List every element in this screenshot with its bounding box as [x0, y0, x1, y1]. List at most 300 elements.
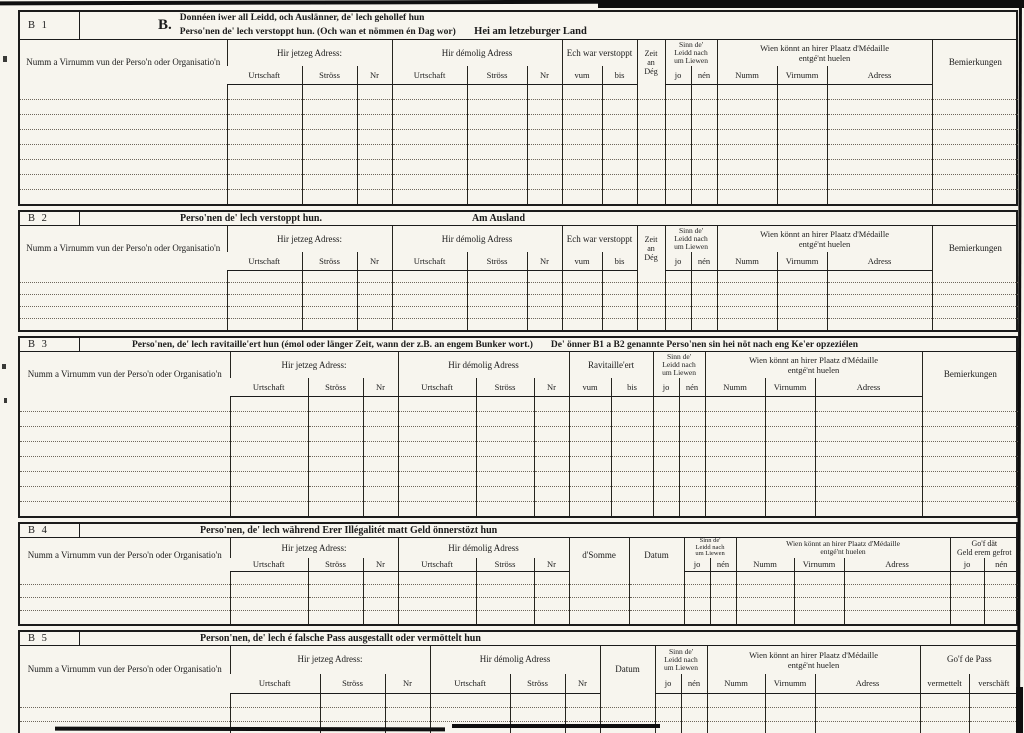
entry-cell	[717, 144, 777, 159]
entry-cell	[562, 174, 602, 189]
entry-cell	[600, 694, 655, 708]
entry-cell	[707, 708, 765, 722]
sub-numm: Numm	[717, 252, 777, 270]
entry-cell	[20, 114, 227, 129]
entry-cell	[308, 456, 363, 471]
col-current-address: Hir jetzeg Adress:	[230, 352, 398, 378]
entry-cell	[392, 114, 467, 129]
b5-table	[20, 646, 1018, 733]
sub-numm: Numm	[707, 674, 765, 694]
entry-cell	[691, 282, 717, 294]
entry-cell	[637, 84, 665, 99]
entry-cell	[665, 144, 691, 159]
b4-title: Perso'nen, de' lech während Erer Illégalitét matt Geld önnerstözt hun	[200, 525, 498, 536]
entry-cell	[302, 294, 357, 306]
entry-cell	[844, 585, 950, 598]
entry-cell	[363, 441, 398, 456]
b1-titlebar	[20, 12, 1016, 40]
table-row	[20, 426, 1018, 441]
entry-cell	[950, 598, 984, 611]
b4-table	[20, 538, 1018, 624]
entry-cell	[392, 282, 467, 294]
table-row	[20, 129, 1018, 144]
sub-jo: jo	[665, 252, 691, 270]
sub-nr: Nr	[363, 378, 398, 396]
form-body	[18, 10, 1018, 733]
entry-cell	[932, 306, 1018, 318]
entry-cell	[20, 159, 227, 174]
entry-cell	[665, 306, 691, 318]
entry-cell	[227, 189, 302, 204]
entry-cell	[602, 129, 637, 144]
entry-cell	[467, 189, 527, 204]
b1-title-line1: Donnéen iwer all Leidd, och Auslänner, de' lech gehollef hun	[179, 12, 425, 23]
sub-urtschaft: Urtschaft	[227, 66, 302, 84]
b3-section-id: B 3	[20, 338, 80, 351]
entry-cell	[736, 572, 794, 585]
entry-cell	[476, 598, 534, 611]
col-still-alive: Sinn de' Leidd nach um Liewen	[665, 40, 717, 66]
entry-cell	[363, 411, 398, 426]
sub-virnumm: Virnumm	[794, 558, 844, 572]
entry-cell	[665, 159, 691, 174]
entry-cell	[302, 114, 357, 129]
scan-edge-top-right	[598, 1, 1024, 8]
entry-cell	[717, 306, 777, 318]
entry-cell	[827, 99, 932, 114]
col-date: Datum	[600, 646, 655, 694]
entry-cell	[602, 159, 637, 174]
table-row	[20, 159, 1018, 174]
entry-cell	[827, 144, 932, 159]
sub-nr: Nr	[534, 378, 569, 396]
entry-cell	[765, 722, 815, 733]
sub-nen: nén	[679, 378, 705, 396]
scan-edge-bottom-mid	[452, 724, 660, 728]
entry-cell	[302, 144, 357, 159]
entry-cell	[392, 270, 467, 282]
entry-cell	[569, 456, 611, 471]
entry-cell	[691, 270, 717, 282]
entry-cell	[392, 84, 467, 99]
table-row	[20, 441, 1018, 456]
entry-cell	[476, 471, 534, 486]
table-row	[20, 456, 1018, 471]
entry-cell	[320, 694, 385, 708]
entry-cell	[308, 572, 363, 585]
sub-adress: Adress	[815, 674, 920, 694]
entry-cell	[527, 318, 562, 330]
sub-nr: Nr	[565, 674, 600, 694]
entry-cell	[984, 585, 1018, 598]
entry-cell	[562, 282, 602, 294]
entry-cell	[363, 585, 398, 598]
entry-cell	[922, 426, 1018, 441]
sub-stross: Ströss	[302, 252, 357, 270]
entry-cell	[534, 411, 569, 426]
entry-cell	[569, 486, 611, 501]
entry-cell	[765, 708, 815, 722]
sub-urtschaft: Urtschaft	[227, 252, 302, 270]
col-hidden-period: Ech war verstoppt	[562, 226, 637, 252]
entry-cell	[777, 189, 827, 204]
entry-cell	[363, 486, 398, 501]
table-row	[20, 411, 1018, 426]
sub-urtschaft: Urtschaft	[430, 674, 510, 694]
sub-jo: jo	[655, 674, 681, 694]
entry-cell	[20, 270, 227, 282]
entry-cell	[684, 572, 710, 585]
entry-cell	[467, 306, 527, 318]
entry-cell	[815, 694, 920, 708]
entry-cell	[637, 294, 665, 306]
entry-cell	[227, 99, 302, 114]
col-date: Datum	[629, 538, 684, 572]
entry-cell	[569, 426, 611, 441]
entry-cell	[655, 694, 681, 708]
entry-cell	[637, 99, 665, 114]
entry-cell	[20, 441, 230, 456]
entry-cell	[357, 84, 392, 99]
entry-cell	[932, 99, 1018, 114]
entry-cell	[20, 486, 230, 501]
entry-cell	[984, 572, 1018, 585]
entry-cell	[527, 294, 562, 306]
entry-cell	[969, 694, 1018, 708]
col-name: Numm a Virnumm vun der Perso'n oder Organisatio'n	[26, 56, 221, 67]
entry-cell	[637, 270, 665, 282]
entry-cell	[777, 294, 827, 306]
entry-cell	[230, 708, 320, 722]
b3-title: Perso'nen, de' lech ravitaille'ert hun (émol oder länger Zeit, wann der z.B. an engem Bunker wort.)	[132, 339, 533, 350]
entry-cell	[308, 396, 363, 411]
entry-cell	[20, 694, 230, 708]
entry-cell	[569, 501, 611, 516]
table-row	[20, 318, 1018, 330]
entry-cell	[629, 585, 684, 598]
col-former-address: Hir démolig Adress	[392, 40, 562, 66]
entry-cell	[527, 270, 562, 282]
entry-cell	[794, 611, 844, 624]
entry-cell	[679, 456, 705, 471]
entry-cell	[363, 426, 398, 441]
entry-cell	[765, 486, 815, 501]
entry-cell	[932, 189, 1018, 204]
entry-cell	[357, 144, 392, 159]
entry-cell	[357, 306, 392, 318]
entry-cell	[562, 84, 602, 99]
entry-cell	[467, 174, 527, 189]
entry-cell	[681, 722, 707, 733]
entry-cell	[950, 611, 984, 624]
section-b5	[18, 630, 1018, 733]
entry-cell	[827, 114, 932, 129]
entry-cell	[777, 306, 827, 318]
entry-cell	[765, 411, 815, 426]
entry-cell	[815, 396, 922, 411]
sub-stross: Ströss	[476, 378, 534, 396]
entry-cell	[230, 598, 308, 611]
entry-cell	[653, 396, 679, 411]
entry-cell	[467, 114, 527, 129]
entry-cell	[398, 598, 476, 611]
entry-cell	[665, 318, 691, 330]
entry-cell	[844, 572, 950, 585]
sub-nen: nén	[681, 674, 707, 694]
entry-cell	[357, 294, 392, 306]
table-row	[20, 99, 1018, 114]
entry-cell	[777, 144, 827, 159]
entry-cell	[363, 501, 398, 516]
entry-cell	[984, 611, 1018, 624]
sub-jo: jo	[665, 66, 691, 84]
entry-cell	[815, 456, 922, 471]
table-row	[20, 708, 1018, 722]
entry-cell	[534, 396, 569, 411]
entry-cell	[679, 501, 705, 516]
entry-cell	[562, 189, 602, 204]
entry-cell	[302, 159, 357, 174]
entry-cell	[665, 294, 691, 306]
sub-urtschaft: Urtschaft	[392, 66, 467, 84]
entry-cell	[527, 129, 562, 144]
entry-cell	[392, 174, 467, 189]
entry-cell	[20, 611, 230, 624]
col-current-address: Hir jetzeg Adress:	[227, 226, 392, 252]
entry-cell	[932, 174, 1018, 189]
entry-cell	[684, 585, 710, 598]
b2-entries	[20, 270, 1018, 330]
entry-cell	[665, 129, 691, 144]
entry-cell	[691, 99, 717, 114]
entry-cell	[230, 441, 308, 456]
section-b1	[18, 10, 1018, 206]
b5-section-id: B 5	[20, 632, 80, 645]
entry-cell	[653, 441, 679, 456]
col-former-address: Hir démolig Adress	[430, 646, 600, 674]
entry-cell	[20, 708, 230, 722]
entry-cell	[679, 396, 705, 411]
entry-cell	[227, 159, 302, 174]
entry-cell	[527, 306, 562, 318]
col-former-address: Hir démolig Adress	[398, 538, 569, 558]
col-hidden-period: Ech war verstoppt	[562, 40, 637, 66]
section-b3	[18, 336, 1018, 518]
table-row	[20, 282, 1018, 294]
entry-cell	[569, 411, 611, 426]
table-row	[20, 306, 1018, 318]
entry-cell	[527, 189, 562, 204]
entry-cell	[20, 129, 227, 144]
entry-cell	[691, 159, 717, 174]
entry-cell	[20, 501, 230, 516]
sub-nr: Nr	[527, 66, 562, 84]
entry-cell	[385, 708, 430, 722]
table-row	[20, 486, 1018, 501]
sub-jo: jo	[684, 558, 710, 572]
entry-cell	[765, 441, 815, 456]
entry-cell	[467, 84, 527, 99]
table-row	[20, 471, 1018, 486]
entry-cell	[777, 318, 827, 330]
entry-cell	[302, 282, 357, 294]
entry-cell	[308, 486, 363, 501]
entry-cell	[527, 99, 562, 114]
entry-cell	[227, 174, 302, 189]
col-medal-recipient: Wien könnt an hirer Plaatz d'Médaille entgé'nt huelen	[707, 646, 920, 674]
entry-cell	[665, 270, 691, 282]
entry-cell	[920, 694, 969, 708]
col-remarks: Bemierkungen	[932, 40, 1018, 84]
entry-cell	[665, 99, 691, 114]
entry-cell	[691, 318, 717, 330]
entry-cell	[227, 294, 302, 306]
entry-cell	[363, 572, 398, 585]
entry-cell	[611, 411, 653, 426]
entry-cell	[363, 598, 398, 611]
entry-cell	[611, 501, 653, 516]
scan-edge-bottom-left	[55, 727, 445, 732]
entry-cell	[534, 456, 569, 471]
entry-cell	[227, 282, 302, 294]
b3-title-note: De' önner B1 a B2 genannte Perso'nen sin hei nöt nach eng Ke'er opzeziélen	[550, 339, 858, 350]
entry-cell	[602, 306, 637, 318]
col-medal-recipient: Wien könnt an hirer Plaatz d'Médaille entgé'nt huelen	[736, 538, 950, 558]
entry-cell	[357, 270, 392, 282]
entry-cell	[363, 471, 398, 486]
b3-titlebar	[20, 338, 1016, 352]
sub-vum: vum	[562, 252, 602, 270]
entry-cell	[777, 84, 827, 99]
entry-cell	[467, 318, 527, 330]
entry-cell	[827, 318, 932, 330]
table-row	[20, 84, 1018, 99]
entry-cell	[777, 159, 827, 174]
col-current-address: Hir jetzeg Adress:	[230, 538, 398, 558]
entry-cell	[562, 306, 602, 318]
entry-cell	[20, 572, 230, 585]
entry-cell	[736, 585, 794, 598]
entry-cell	[637, 174, 665, 189]
entry-cell	[569, 585, 629, 598]
sub-vum: vum	[569, 378, 611, 396]
sub-numm: Numm	[717, 66, 777, 84]
entry-cell	[932, 318, 1018, 330]
sub-nen: nén	[691, 252, 717, 270]
entry-cell	[653, 486, 679, 501]
entry-cell	[611, 441, 653, 456]
entry-cell	[20, 144, 227, 159]
entry-cell	[794, 585, 844, 598]
entry-cell	[20, 598, 230, 611]
entry-cell	[679, 486, 705, 501]
entry-cell	[357, 282, 392, 294]
entry-cell	[629, 572, 684, 585]
col-name: Numm a Virnumm vun der Perso'n oder Organisatio'n	[26, 242, 221, 253]
entry-cell	[765, 456, 815, 471]
entry-cell	[562, 318, 602, 330]
entry-cell	[230, 486, 308, 501]
entry-cell	[308, 501, 363, 516]
entry-cell	[398, 426, 476, 441]
entry-cell	[637, 114, 665, 129]
entry-cell	[736, 611, 794, 624]
sub-vermettelt: vermettelt	[920, 674, 969, 694]
entry-cell	[665, 282, 691, 294]
entry-cell	[398, 572, 476, 585]
entry-cell	[611, 396, 653, 411]
entry-cell	[527, 84, 562, 99]
entry-cell	[637, 306, 665, 318]
entry-cell	[227, 84, 302, 99]
sub-nen: nén	[984, 558, 1018, 572]
col-still-alive: Sinn de' Leidd nach um Liewen	[653, 352, 705, 378]
sub-bis: bis	[602, 252, 637, 270]
entry-cell	[932, 282, 1018, 294]
entry-cell	[717, 189, 777, 204]
section-b4	[18, 522, 1018, 626]
entry-cell	[20, 174, 227, 189]
sub-virnumm: Virnumm	[777, 252, 827, 270]
entry-cell	[476, 456, 534, 471]
sub-nen: nén	[691, 66, 717, 84]
entry-cell	[392, 294, 467, 306]
entry-cell	[227, 270, 302, 282]
entry-cell	[392, 99, 467, 114]
sub-urtschaft: Urtschaft	[230, 558, 308, 572]
entry-cell	[710, 585, 736, 598]
entry-cell	[20, 99, 227, 114]
sub-stross: Ströss	[320, 674, 385, 694]
col-name: Numm a Virnumm vun der Perso'n oder Organisatio'n	[27, 664, 222, 675]
entry-cell	[227, 318, 302, 330]
b1-title-location: Hei am letzeburger Land	[474, 25, 587, 37]
entry-cell	[653, 411, 679, 426]
entry-cell	[827, 174, 932, 189]
entry-cell	[230, 585, 308, 598]
entry-cell	[302, 270, 357, 282]
col-still-alive: Sinn de' Leidd nach um Liewen	[665, 226, 717, 252]
entry-cell	[392, 144, 467, 159]
entry-cell	[653, 501, 679, 516]
entry-cell	[602, 99, 637, 114]
entry-cell	[794, 598, 844, 611]
entry-cell	[302, 99, 357, 114]
entry-cell	[827, 294, 932, 306]
entry-cell	[777, 282, 827, 294]
entry-cell	[534, 611, 569, 624]
entry-cell	[527, 174, 562, 189]
sub-bis: bis	[611, 378, 653, 396]
entry-cell	[302, 189, 357, 204]
entry-cell	[534, 501, 569, 516]
entry-cell	[227, 114, 302, 129]
entry-cell	[308, 611, 363, 624]
entry-cell	[827, 189, 932, 204]
entry-cell	[602, 270, 637, 282]
entry-cell	[227, 129, 302, 144]
entry-cell	[308, 441, 363, 456]
entry-cell	[705, 471, 765, 486]
entry-cell	[230, 411, 308, 426]
col-former-address: Hir démolig Adress	[392, 226, 562, 252]
entry-cell	[705, 501, 765, 516]
entry-cell	[467, 144, 527, 159]
entry-cell	[705, 486, 765, 501]
entry-cell	[844, 611, 950, 624]
entry-cell	[20, 396, 230, 411]
scan-speck	[3, 56, 7, 62]
